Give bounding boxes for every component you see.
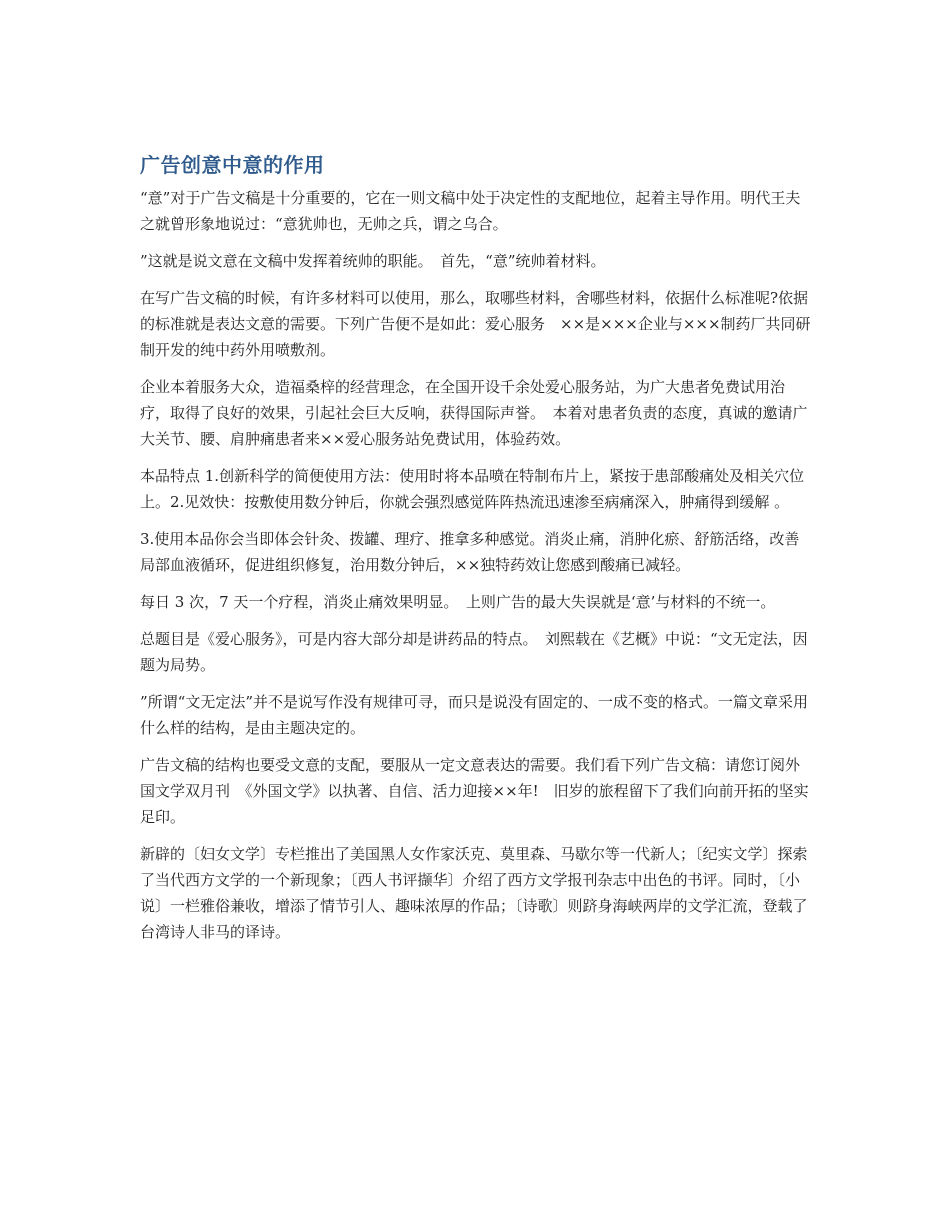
paragraph-10: 广告文稿的结构也要受文意的支配，要服从一定文意表达的需要。我们看下列广告文稿：请您订阅外国文学双月刊 《外国文学》以执著、自信、活力迎接××年! 旧岁的旅程留下了我们向前开拓的坚实足印。 xyxy=(140,756,809,826)
document-title: 广告创意中意的作用 xyxy=(140,153,325,177)
paragraph-8: 总题目是《爱心服务》，可是内容大部分却是讲药品的特点。 刘熙载在《艺概》中说：“文无定法，因题为局势。 xyxy=(140,630,808,674)
paragraph-5: 本品特点 1.创新科学的简便使用方法：使用时将本品喷在特制布片上，紧按于患部酸痛处及相关穴位上。2.见效快：按敷使用数分钟后，你就会强烈感觉阵阵热流迅速渗至病痛深入，肿痛得到缓解 。 xyxy=(140,467,805,511)
paragraph-7: 每日 3 次，7 天一个疗程，消炎止痛效果明显。 上则广告的最大失误就是‘意’与材料的不统一。 xyxy=(140,593,776,611)
paragraph-2: ”这就是说文意在文稿中发挥着统帅的职能。 首先，“意”统帅着材料。 xyxy=(140,252,606,270)
paragraph-11: 新辟的〔妇女文学〕专栏推出了美国黑人女作家沃克、莫里森、马歇尔等一代新人；〔纪实文学〕探索了当代西方文学的一个新现象；〔西人书评撷华〕介绍了西方文学报刊杂志中出色的书评。同时，〔小说〕一栏雅俗兼收，增添了情节引人、趣味浓厚的作品；〔诗歌〕则跻身海峡两岸的文学汇流，登载了台湾诗人非马的译诗。 xyxy=(140,845,808,941)
paragraph-9: ”所谓“文无定法”并不是说写作没有规律可寻，而只是说没有固定的、一成不变的格式。一篇文章采用什么样的结构，是由主题决定的。 xyxy=(140,693,809,737)
document-page xyxy=(140,150,812,956)
paragraph-4: 企业本着服务大众，造福桑梓的经营理念，在全国开设千余处爱心服务站，为广大患者免费试用治疗，取得了良好的效果，引起社会巨大反响，获得国际声誉。 本着对患者负责的态度，真诚的邀请广大关节、腰、肩肿痛患者来××爱心服务站免费试用，体验药效。 xyxy=(140,378,808,448)
paragraph-3: 在写广告文稿的时候，有许多材料可以使用，那么，取哪些材料，舍哪些材料，依据什么标准呢?依据的标准就是表达文意的需要。下列广告便不是如此：爱心服务 ××是×××企业与×××制药厂共同研制开发的纯中药外用喷敷剂。 xyxy=(140,289,811,359)
paragraph-1: “意”对于广告文稿是十分重要的，它在一则文稿中处于决定性的支配地位，起着主导作用。明代王夫之就曾形象地说过：“意犹帅也，无帅之兵，谓之乌合。 xyxy=(140,189,801,233)
paragraph-6: 3.使用本品你会当即体会针灸、拨罐、理疗、推拿多种感觉。消炎止痛，消肿化瘀、舒筋活络，改善局部血液循环，促进组织修复，治用数分钟后，××独特药效让您感到酸痛已减轻。 xyxy=(140,530,800,574)
